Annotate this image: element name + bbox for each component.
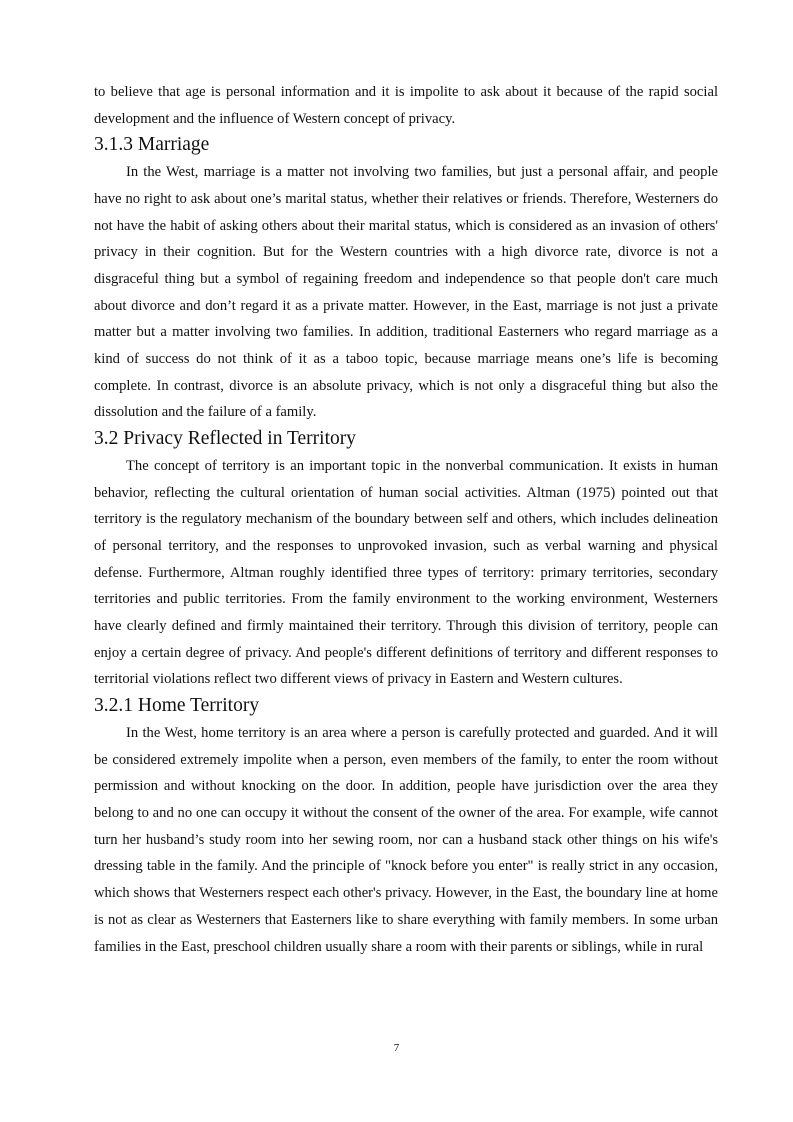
paragraph-marriage: In the West, marriage is a matter not involving two families, but just a personal affair, and people have no right to ask about one’s marital status, whether their relatives or friends. Therefore, Westerners do not have the habit of asking others about their marital status, which is considered as an invasion of others' privacy in their cognition. But for the Western countries with a high divorce rate, divorce is not a disgraceful thing but a symbol of regaining freedom and independence so that people don't care much about divorce and don’t regard it as a private matter. However, in the East, marriage is not just a private matter but a matter involving two families. In addition, traditional Easterners who regard marriage as a kind of success do not think of it as a taboo topic, because marriage means one’s life is becoming complete. In contrast, divorce is an absolute privacy, which is not only a disgraceful thing but also the dissolution and the failure of a family. <box>94 164 718 421</box>
page-number: 7 <box>393 1042 400 1054</box>
heading-3-1-3-marriage: 3.1.3 Marriage <box>94 134 210 156</box>
intro-paragraph: to believe that age is personal information and it is impolite to ask about it because of the rapid social development and the influence of Western concept of privacy. <box>94 84 718 127</box>
document-page-body <box>94 79 718 960</box>
paragraph-territory: The concept of territory is an important topic in the nonverbal communication. It exists in human behavior, reflecting the cultural orientation of human social activities. Altman (1975) pointed out that territory is the regulatory mechanism of the boundary between self and others, which includes delineation of personal territory, and the responses to unprovoked invasion, such as verbal warning and physical defense. Furthermore, Altman roughly identified three types of territory: primary territories, secondary territories and public territories. From the family environment to the working environment, Westerners have clearly defined and firmly maintained their territory. Through this division of territory, people can enjoy a certain degree of privacy. And people's different definitions of territory and different responses to territorial violations reflect two different views of privacy in Eastern and Western cultures. <box>94 457 718 688</box>
heading-3-2-privacy-territory: 3.2 Privacy Reflected in Territory <box>94 428 356 450</box>
heading-3-2-1-home-territory: 3.2.1 Home Territory <box>94 695 260 717</box>
paragraph-home-territory: In the West, home territory is an area where a person is carefully protected and guarded. And it will be considered extremely impolite when a person, even members of the family, to enter the room without permission and without knocking on the door. In addition, people have jurisdiction over the area they belong to and no one can occupy it without the consent of the owner of the area. For example, wife cannot turn her husband’s study room into her sewing room, nor can a husband stack other things on his wife's dressing table in the family. And the principle of "knock before you enter" is really strict in any occasion, which shows that Westerners respect each other's privacy. However, in the East, the boundary line at home is not as clear as Westerners that Easterners like to share everything with family members. In some urban families in the East, preschool children usually share a room with their parents or siblings, while in rural <box>94 724 718 955</box>
